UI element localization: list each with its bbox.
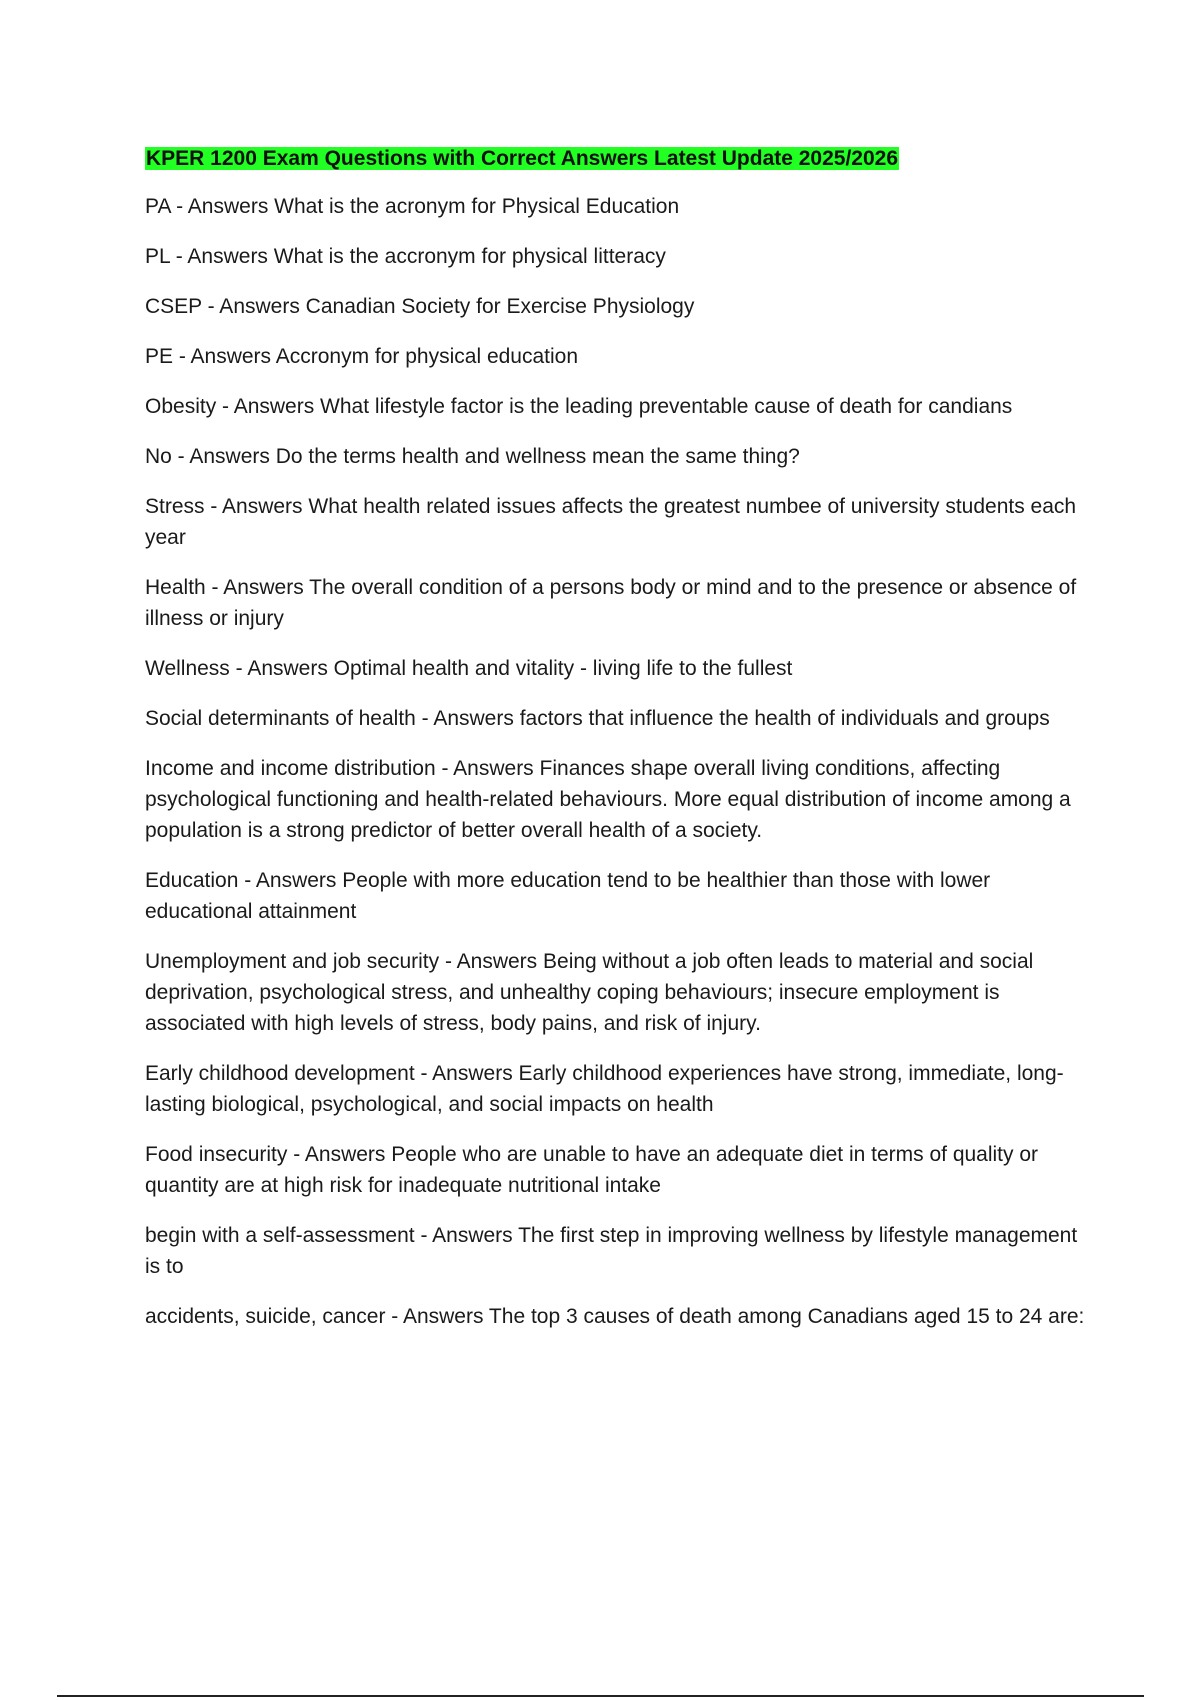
qa-entry: Obesity - Answers What lifestyle factor is the leading preventable cause of death for candians: [145, 395, 1013, 418]
qa-entry: Income and income distribution - Answers Finances shape overall living conditions, affecting psychological functioning and health-related behaviours. More equal distribution of income among a population is a strong predictor of better overall health of a society.: [145, 757, 1071, 842]
qa-entry: Wellness - Answers Optimal health and vitality - living life to the fullest: [145, 657, 793, 680]
qa-entry: begin with a self-assessment - Answers The first step in improving wellness by lifestyle management is to: [145, 1224, 1078, 1278]
page-bottom-divider: [57, 1695, 1144, 1697]
document-title: KPER 1200 Exam Questions with Correct Answers Latest Update 2025/2026: [146, 147, 899, 170]
qa-entry: accidents, suicide, cancer - Answers The top 3 causes of death among Canadians aged 15 to 24 are:: [145, 1305, 1085, 1328]
qa-entry: Food insecurity - Answers People who are unable to have an adequate diet in terms of quality or quantity are at high risk for inadequate nutritional intake: [145, 1143, 1039, 1197]
qa-entry: Early childhood development - Answers Early childhood experiences have strong, immediate, long-lasting biological, psychological, and social impacts on health: [145, 1062, 1064, 1116]
qa-entry: Social determinants of health - Answers factors that influence the health of individuals and groups: [145, 707, 1050, 730]
qa-entry: Stress - Answers What health related issues affects the greatest numbee of university students each year: [145, 495, 1077, 549]
document-page: [145, 143, 1095, 1351]
title-line: [145, 143, 1095, 177]
qa-entry: PL - Answers What is the accronym for physical litteracy: [145, 245, 666, 268]
qa-entry: Education - Answers People with more education tend to be healthier than those with lower educational attainment: [145, 869, 991, 923]
qa-entry: Health - Answers The overall condition of a persons body or mind and to the presence or absence of illness or injury: [145, 576, 1077, 630]
qa-entry: CSEP - Answers Canadian Society for Exercise Physiology: [145, 295, 695, 318]
qa-entry: No - Answers Do the terms health and wellness mean the same thing?: [145, 445, 800, 468]
qa-entry: Unemployment and job security - Answers Being without a job often leads to material and social deprivation, psychological stress, and unhealthy coping behaviours; insecure employment is associated with high levels of stress, body pains, and risk of injury.: [145, 950, 1034, 1035]
qa-entry: PA - Answers What is the acronym for Physical Education: [145, 195, 680, 218]
qa-entry: PE - Answers Accronym for physical education: [145, 345, 579, 368]
